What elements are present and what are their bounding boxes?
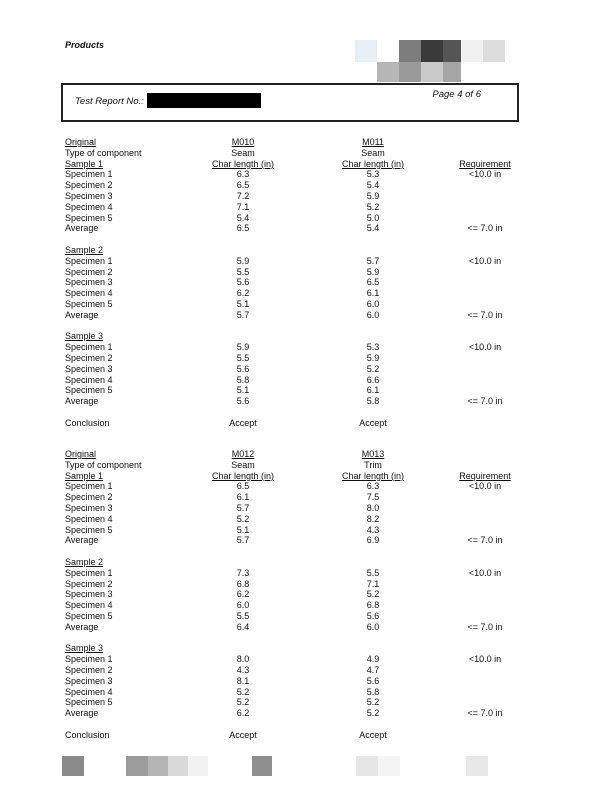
specimen-value: 6.0	[236, 600, 250, 610]
conclusion-value: Accept	[359, 730, 387, 740]
specimen-value: 5.7	[366, 256, 380, 266]
specimen-value: 8.2	[366, 514, 380, 524]
requirement-header: Requirement	[459, 471, 511, 481]
specimen-value: 5.6	[236, 277, 250, 287]
component-type: Trim	[364, 460, 382, 470]
sample-label: Sample 2	[65, 245, 104, 255]
specimen-label: Specimen 3	[65, 676, 113, 686]
specimen-value: 5.5	[366, 568, 380, 578]
specimen-label: Specimen 3	[65, 503, 113, 513]
specimen-value: 5.2	[366, 364, 380, 374]
requirement-specimen: <10.0 in	[468, 342, 502, 352]
specimen-label: Specimen 4	[65, 687, 113, 697]
specimen-value: 6.3	[236, 169, 250, 179]
specimen-value: 8.0	[366, 503, 380, 513]
average-value: 6.2	[236, 708, 250, 718]
specimen-value: 5.2	[366, 589, 380, 599]
type-of-component-label: Type of component	[65, 460, 142, 470]
specimen-value: 5.8	[236, 375, 250, 385]
specimen-value: 5.4	[236, 213, 250, 223]
average-value: 6.9	[366, 535, 380, 545]
average-label: Average	[65, 310, 99, 320]
specimen-label: Specimen 2	[65, 579, 113, 589]
requirement-average: <= 7.0 in	[467, 396, 503, 406]
requirement-specimen: <10.0 in	[468, 481, 502, 491]
specimen-value: 5.1	[236, 385, 250, 395]
specimen-value: 5.2	[366, 202, 380, 212]
specimen-value: 4.3	[236, 665, 250, 675]
specimen-label: Specimen 1	[65, 342, 113, 352]
conclusion-label: Conclusion	[65, 730, 110, 740]
specimen-value: 4.9	[366, 654, 380, 664]
specimen-value: 8.0	[236, 654, 250, 664]
specimen-value: 5.1	[236, 299, 250, 309]
average-label: Average	[65, 708, 99, 718]
specimen-label: Specimen 4	[65, 514, 113, 524]
requirement-specimen: <10.0 in	[468, 654, 502, 664]
specimen-value: 7.2	[236, 191, 250, 201]
specimen-value: 6.3	[366, 481, 380, 491]
specimen-value: 6.5	[236, 180, 250, 190]
conclusion-value: Accept	[359, 418, 387, 428]
type-of-component-label: Type of component	[65, 148, 142, 158]
specimen-label: Specimen 4	[65, 600, 113, 610]
component-type: Seam	[361, 148, 385, 158]
specimen-label: Specimen 1	[65, 481, 113, 491]
sample-label: Sample 1	[65, 471, 104, 481]
blurred-logo	[355, 40, 505, 85]
specimen-value: 7.5	[366, 492, 380, 502]
specimen-label: Specimen 2	[65, 665, 113, 675]
specimen-value: 5.0	[366, 213, 380, 223]
specimen-label: Specimen 3	[65, 277, 113, 287]
specimen-value: 6.6	[366, 375, 380, 385]
specimen-value: 5.4	[366, 180, 380, 190]
measure-header: Char length (in)	[211, 159, 275, 169]
component-type: Seam	[231, 460, 255, 470]
specimen-label: Specimen 1	[65, 256, 113, 266]
specimen-value: 6.5	[366, 277, 380, 287]
average-label: Average	[65, 535, 99, 545]
average-value: 6.5	[236, 223, 250, 233]
requirement-specimen: <10.0 in	[468, 256, 502, 266]
specimen-value: 7.3	[236, 568, 250, 578]
specimen-value: 6.0	[366, 299, 380, 309]
specimen-label: Specimen 1	[65, 568, 113, 578]
requirement-specimen: <10.0 in	[468, 568, 502, 578]
average-label: Average	[65, 622, 99, 632]
specimen-label: Specimen 1	[65, 654, 113, 664]
material-id: M010	[231, 137, 255, 147]
page-number: Page 4 of 6	[432, 89, 481, 100]
average-value: 6.4	[236, 622, 250, 632]
specimen-label: Specimen 3	[65, 364, 113, 374]
requirement-average: <= 7.0 in	[467, 223, 503, 233]
specimen-value: 7.1	[236, 202, 250, 212]
specimen-label: Specimen 2	[65, 180, 113, 190]
specimen-value: 5.1	[236, 525, 250, 535]
specimen-value: 5.9	[236, 256, 250, 266]
original-label: Original	[65, 137, 97, 147]
sample-label: Sample 3	[65, 331, 104, 341]
requirement-specimen: <10.0 in	[468, 169, 502, 179]
specimen-value: 5.6	[366, 676, 380, 686]
specimen-value: 5.3	[366, 342, 380, 352]
material-id: M013	[361, 449, 385, 459]
specimen-value: 5.2	[236, 697, 250, 707]
specimen-label: Specimen 4	[65, 288, 113, 298]
sample-label: Sample 1	[65, 159, 104, 169]
conclusion-value: Accept	[229, 730, 257, 740]
average-value: 5.2	[366, 708, 380, 718]
specimen-value: 5.9	[366, 353, 380, 363]
specimen-value: 6.2	[236, 288, 250, 298]
specimen-label: Specimen 5	[65, 611, 113, 621]
specimen-value: 5.5	[236, 353, 250, 363]
average-value: 5.7	[236, 535, 250, 545]
specimen-value: 6.8	[366, 600, 380, 610]
page-header-label: Products	[65, 40, 105, 50]
specimen-value: 5.9	[236, 342, 250, 352]
specimen-value: 6.5	[236, 481, 250, 491]
specimen-value: 5.9	[366, 191, 380, 201]
measure-header: Char length (in)	[211, 471, 275, 481]
measure-header: Char length (in)	[341, 159, 405, 169]
specimen-value: 5.6	[236, 364, 250, 374]
measure-header: Char length (in)	[341, 471, 405, 481]
specimen-label: Specimen 5	[65, 213, 113, 223]
specimen-value: 6.2	[236, 589, 250, 599]
average-value: 6.0	[366, 622, 380, 632]
conclusion-label: Conclusion	[65, 418, 110, 428]
average-label: Average	[65, 396, 99, 406]
report-number-label: Test Report No.:	[75, 96, 144, 107]
redacted-report-number	[147, 93, 261, 108]
conclusion-value: Accept	[229, 418, 257, 428]
specimen-label: Specimen 2	[65, 353, 113, 363]
sample-label: Sample 2	[65, 557, 104, 567]
specimen-label: Specimen 5	[65, 385, 113, 395]
specimen-value: 6.1	[366, 288, 380, 298]
specimen-value: 5.5	[236, 267, 250, 277]
average-value: 5.6	[236, 396, 250, 406]
specimen-value: 5.8	[366, 687, 380, 697]
specimen-label: Specimen 4	[65, 202, 113, 212]
requirement-average: <= 7.0 in	[467, 622, 503, 632]
requirement-header: Requirement	[459, 159, 511, 169]
material-id: M011	[362, 137, 384, 147]
requirement-average: <= 7.0 in	[467, 708, 503, 718]
specimen-value: 8.1	[236, 676, 250, 686]
requirement-average: <= 7.0 in	[467, 535, 503, 545]
specimen-label: Specimen 2	[65, 267, 113, 277]
specimen-value: 5.3	[366, 169, 380, 179]
specimen-label: Specimen 5	[65, 299, 113, 309]
specimen-label: Specimen 3	[65, 191, 113, 201]
average-value: 5.4	[366, 223, 380, 233]
report-info-box	[61, 83, 519, 122]
average-value: 5.8	[366, 396, 380, 406]
original-label: Original	[65, 449, 97, 459]
specimen-value: 5.2	[236, 687, 250, 697]
specimen-label: Specimen 2	[65, 492, 113, 502]
material-id: M012	[231, 449, 255, 459]
specimen-label: Specimen 5	[65, 525, 113, 535]
specimen-value: 6.1	[366, 385, 380, 395]
specimen-label: Specimen 1	[65, 169, 113, 179]
specimen-label: Specimen 3	[65, 589, 113, 599]
requirement-average: <= 7.0 in	[467, 310, 503, 320]
specimen-value: 5.2	[366, 697, 380, 707]
specimen-value: 4.3	[366, 525, 380, 535]
specimen-label: Specimen 4	[65, 375, 113, 385]
specimen-label: Specimen 5	[65, 697, 113, 707]
average-label: Average	[65, 223, 99, 233]
specimen-value: 6.1	[236, 492, 250, 502]
specimen-value: 4.7	[366, 665, 380, 675]
average-value: 6.0	[366, 310, 380, 320]
specimen-value: 5.7	[236, 503, 250, 513]
specimen-value: 5.9	[366, 267, 380, 277]
sample-label: Sample 3	[65, 643, 104, 653]
specimen-value: 6.8	[236, 579, 250, 589]
specimen-value: 5.2	[236, 514, 250, 524]
specimen-value: 5.5	[236, 611, 250, 621]
component-type: Seam	[231, 148, 255, 158]
specimen-value: 7.1	[366, 579, 380, 589]
average-value: 5.7	[236, 310, 250, 320]
specimen-value: 5.6	[366, 611, 380, 621]
